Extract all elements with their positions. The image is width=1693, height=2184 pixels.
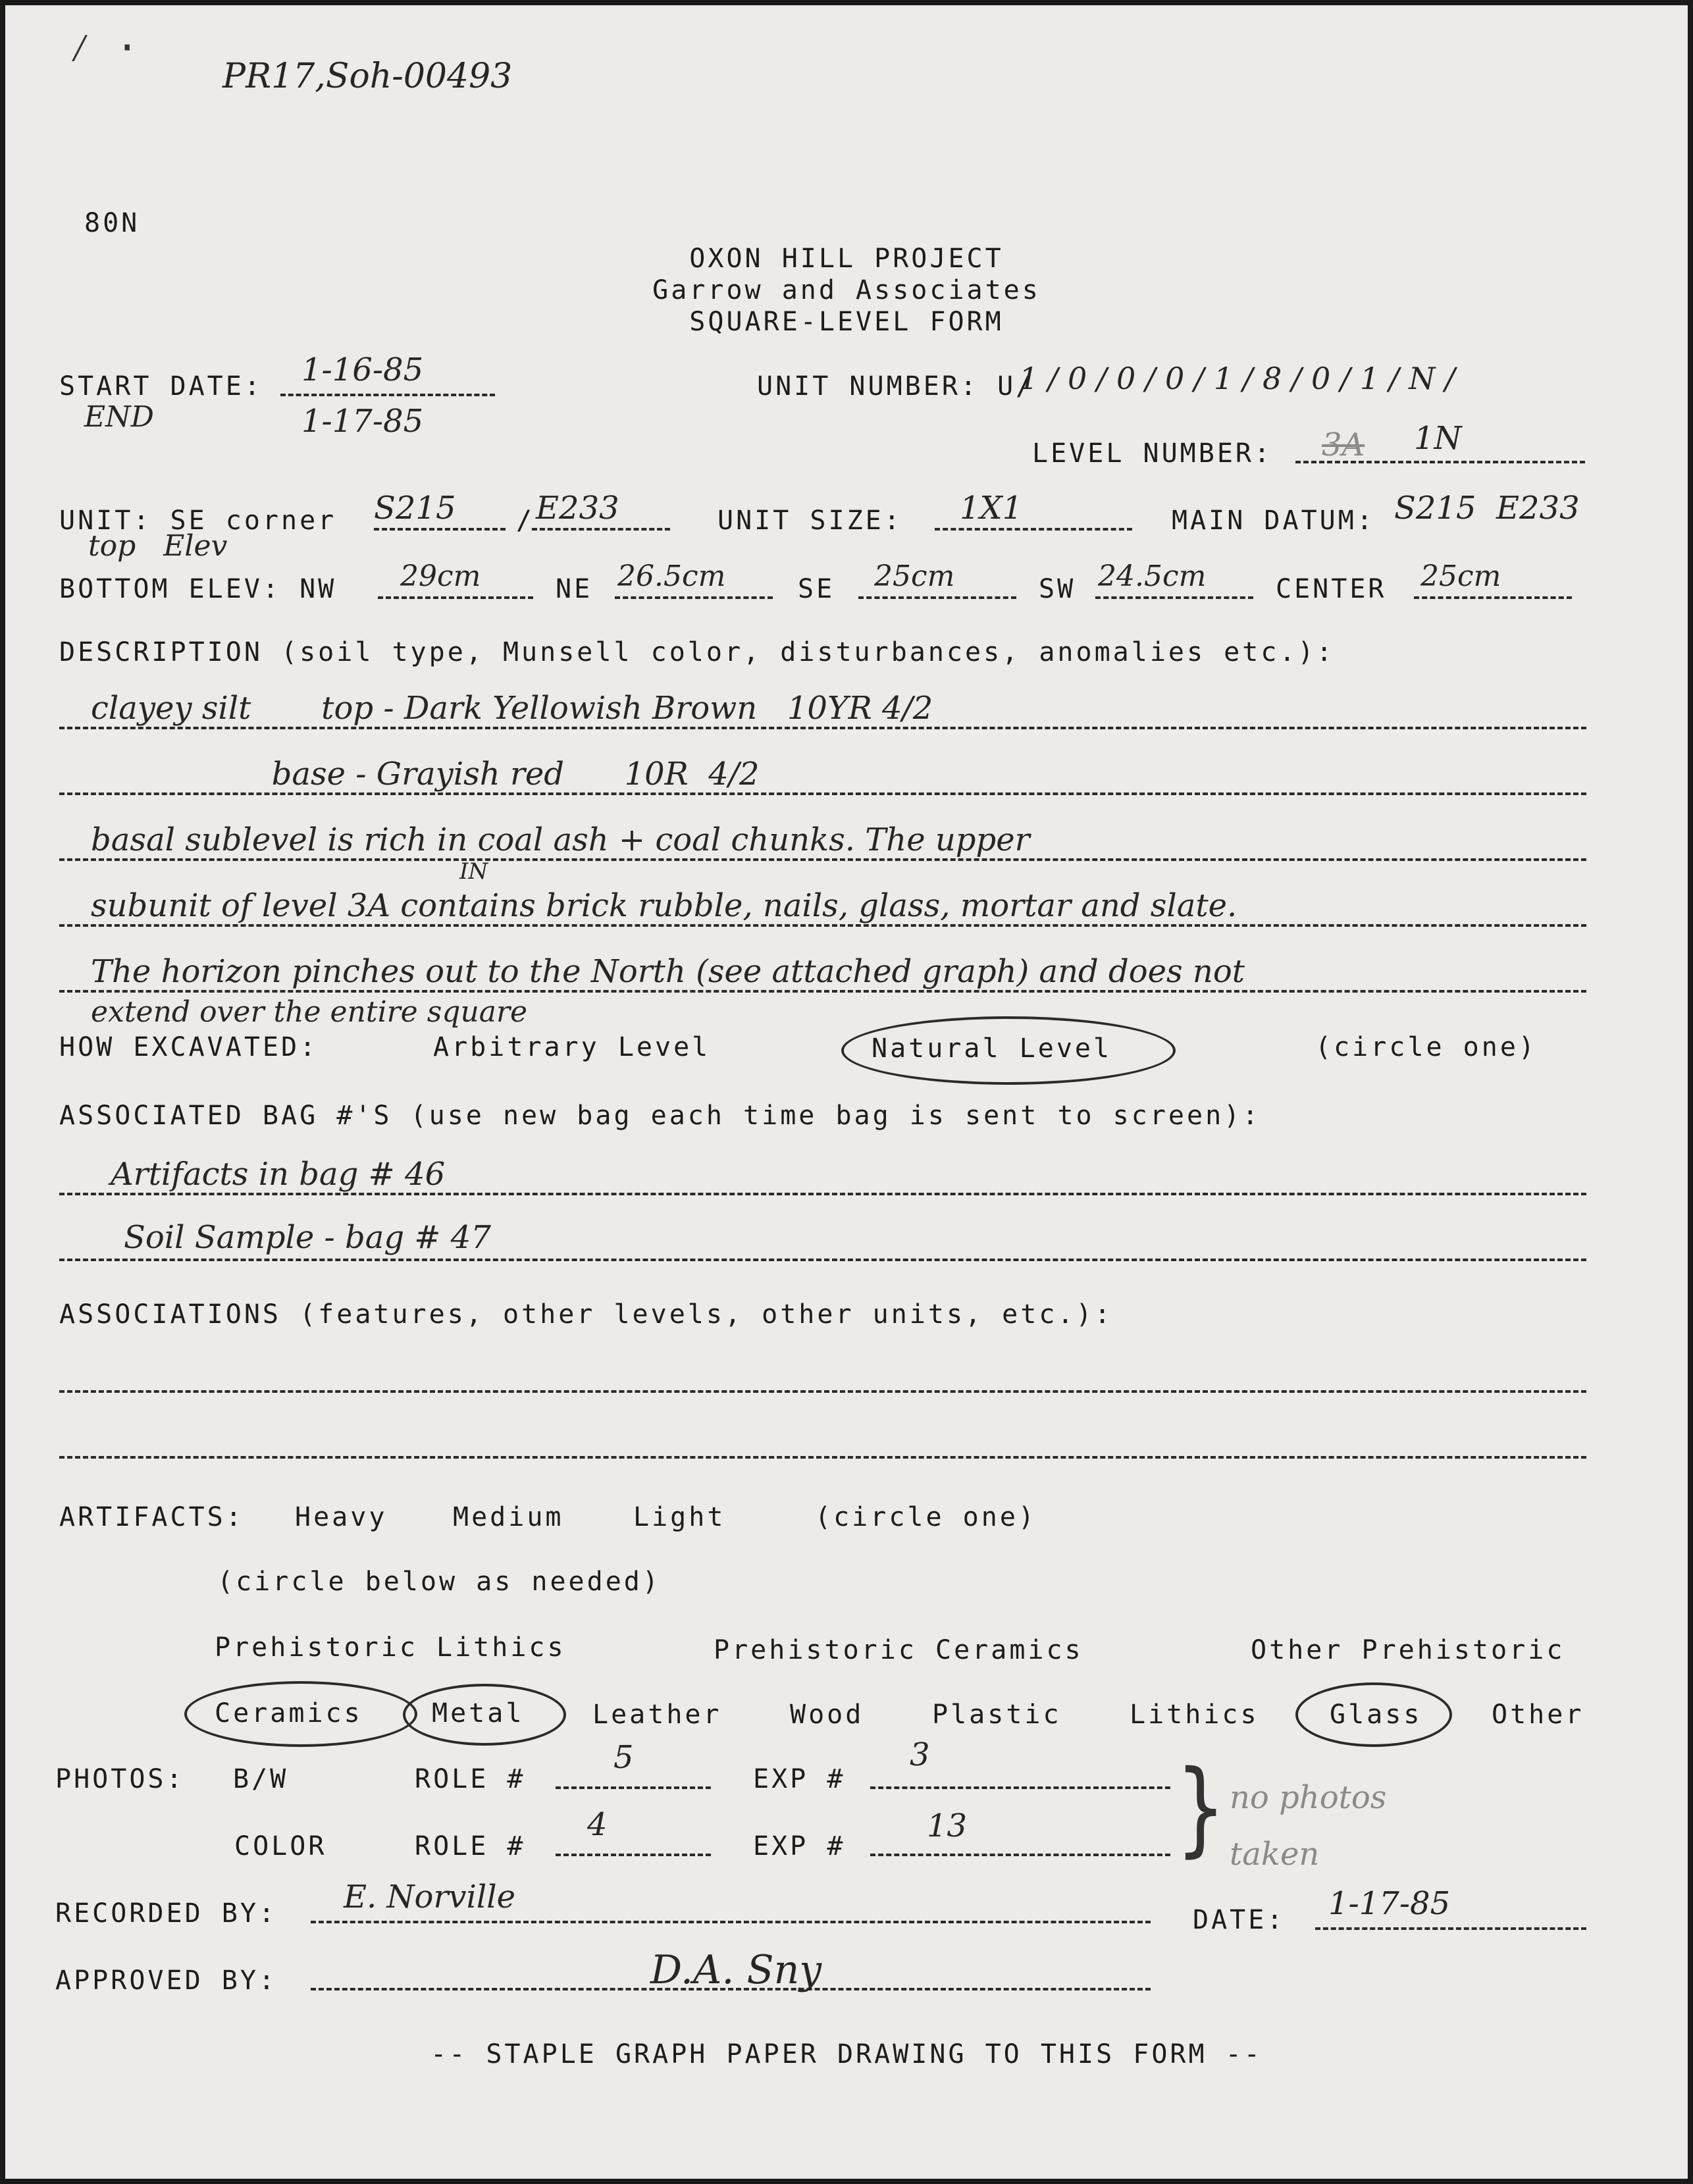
- elev-se-value: 25cm: [874, 559, 955, 593]
- level-number-label: LEVEL NUMBER:: [1032, 438, 1273, 469]
- unit-se-e: E233: [536, 490, 619, 527]
- recorded-by-value: E. Norville: [344, 1879, 515, 1915]
- bottom-elev-label: BOTTOM ELEV: NW: [59, 574, 337, 604]
- color-role-value: 4: [587, 1806, 608, 1843]
- lithics-option: Lithics: [1130, 1700, 1259, 1730]
- unit-slash: /: [516, 506, 535, 536]
- elev-nw-value: 29cm: [400, 559, 481, 593]
- main-datum-value: S215 E233: [1394, 490, 1580, 527]
- unit-size-value: 1X1: [960, 490, 1023, 527]
- approved-signature: D.A. Sny: [650, 1947, 822, 1993]
- ceramics-option: Ceramics: [215, 1698, 363, 1729]
- how-excavated-label: HOW EXCAVATED:: [59, 1032, 319, 1062]
- corner-tag: 80N: [84, 208, 140, 238]
- other-prehistoric: Other Prehistoric: [1251, 1635, 1565, 1665]
- bag-text-1: Artifacts in bag # 46: [111, 1156, 446, 1193]
- square-level-form: [5, 5, 1688, 2179]
- elev-se-label: SE: [798, 574, 835, 604]
- wood-option: Wood: [790, 1700, 864, 1730]
- excavated-circle-note: (circle one): [1315, 1032, 1537, 1062]
- desc-line-1: [59, 727, 1586, 729]
- elev-se-line: [858, 596, 1016, 599]
- plastic-option: Plastic: [932, 1700, 1062, 1730]
- recorded-by-line: [311, 1921, 1151, 1923]
- glass-option: Glass: [1330, 1700, 1422, 1730]
- unit-number-label: UNIT NUMBER: U/: [757, 371, 1035, 402]
- elev-sw-label: SW: [1039, 574, 1076, 604]
- project-title: OXON HILL PROJECT: [689, 244, 1004, 274]
- color-exp-value: 13: [927, 1807, 968, 1844]
- no-photos-note: no photos taken: [1230, 1779, 1387, 1873]
- bw-role-value: 5: [613, 1739, 634, 1776]
- circle-below-note: (circle below as needed): [217, 1567, 661, 1597]
- elev-center-line: [1414, 596, 1572, 599]
- color-label: COLOR: [234, 1831, 327, 1861]
- artifacts-light: Light: [633, 1502, 726, 1532]
- desc-line-4: [59, 924, 1586, 927]
- color-exp-line: [870, 1854, 1170, 1856]
- arbitrary-level-option: Arbitrary Level: [433, 1032, 711, 1062]
- level-number-value: 1N: [1414, 420, 1462, 457]
- natural-level-option: Natural Level: [872, 1033, 1112, 1064]
- bw-role-label: ROLE #: [415, 1764, 526, 1794]
- brace-icon: }: [1177, 1749, 1225, 1868]
- elev-center-value: 25cm: [1420, 559, 1501, 593]
- desc-line-2: [59, 793, 1586, 795]
- color-role-label: ROLE #: [415, 1831, 526, 1861]
- start-date-label: START DATE:: [59, 371, 263, 402]
- corner-scribble-icon: ⁄ ·: [68, 25, 140, 71]
- end-label: END: [84, 400, 154, 434]
- date-line: [1315, 1927, 1586, 1930]
- site-id: PR17,Soh-00493: [222, 57, 513, 96]
- unit-se-s-line: [374, 528, 506, 531]
- elev-ne-line: [615, 596, 773, 599]
- start-date-value: 1-16-85: [301, 351, 424, 388]
- bag-line-2: [59, 1259, 1586, 1261]
- bw-label: B/W: [233, 1764, 289, 1794]
- elev-ne-label: NE: [556, 574, 593, 604]
- desc-line-3: [59, 858, 1586, 861]
- footer-instruction: -- STAPLE GRAPH PAPER DRAWING TO THIS FORM --: [430, 2039, 1263, 2069]
- desc-text-4: subunit of level 3A contains brick rubble, nails, glass, mortar and slate.: [91, 887, 1237, 924]
- associations-label: ASSOCIATIONS (features, other levels, other units, etc.):: [59, 1299, 1113, 1330]
- bags-label: ASSOCIATED BAG #'S (use new bag each time bag is sent to screen):: [59, 1101, 1261, 1131]
- bw-exp-value: 3: [910, 1736, 930, 1773]
- prehistoric-ceramics: Prehistoric Ceramics: [714, 1635, 1083, 1665]
- photos-label: PHOTOS:: [55, 1764, 185, 1794]
- bw-exp-label: EXP #: [753, 1764, 846, 1794]
- bag-line-1: [59, 1193, 1586, 1195]
- unit-number-value: 1 / 0 / 0 / 0 / 1 / 8 / 0 / 1 / N /: [1019, 361, 1455, 396]
- main-datum-label: MAIN DATUM:: [1172, 506, 1375, 536]
- elev-center-label: CENTER: [1276, 574, 1387, 604]
- desc-text-3: basal sublevel is rich in coal ash + coal chunks. The upper: [91, 821, 1030, 858]
- artifacts-circle-note: (circle one): [815, 1502, 1037, 1532]
- desc-insert: IN: [459, 858, 488, 885]
- date-label: DATE:: [1193, 1905, 1286, 1935]
- artifacts-label: ARTIFACTS:: [59, 1502, 244, 1532]
- unit-label: UNIT: SE corner: [59, 506, 337, 536]
- desc-text-1: clayey silt top - Dark Yellowish Brown 10YR 4/2: [91, 690, 933, 727]
- assoc-line-2: [59, 1456, 1586, 1459]
- elev-nw-line: [378, 596, 533, 599]
- elev-ne-value: 26.5cm: [617, 559, 726, 593]
- desc-text-6: extend over the entire square: [91, 995, 528, 1029]
- date-value: 1-17-85: [1328, 1885, 1451, 1922]
- bw-exp-line: [870, 1786, 1170, 1789]
- description-label: DESCRIPTION (soil type, Munsell color, disturbances, anomalies etc.):: [59, 637, 1335, 667]
- unit-se-s: S215: [374, 490, 456, 527]
- leather-option: Leather: [592, 1700, 722, 1730]
- recorded-by-label: RECORDED BY:: [55, 1898, 277, 1929]
- metal-option: Metal: [432, 1698, 525, 1729]
- org-name: Garrow and Associates: [652, 275, 1041, 305]
- assoc-line-1: [59, 1390, 1586, 1393]
- level-number-struck: 3A: [1322, 427, 1365, 463]
- artifacts-heavy: Heavy: [295, 1502, 388, 1532]
- approved-by-label: APPROVED BY:: [55, 1965, 277, 1996]
- elev-sw-line: [1095, 596, 1253, 599]
- desc-text-2: base - Grayish red 10R 4/2: [91, 756, 760, 793]
- desc-text-5: The horizon pinches out to the North (see attached graph) and does not: [91, 953, 1245, 990]
- start-date-line: [280, 394, 495, 396]
- other-option: Other: [1492, 1700, 1584, 1730]
- top-elev-note: top Elev: [88, 529, 228, 563]
- end-date-value: 1-17-85: [301, 403, 424, 440]
- desc-line-5: [59, 990, 1586, 993]
- unit-se-e-line: [532, 528, 670, 531]
- unit-size-label: UNIT SIZE:: [717, 506, 902, 536]
- bw-role-line: [556, 1786, 711, 1789]
- color-exp-label: EXP #: [753, 1831, 846, 1861]
- bag-text-2: Soil Sample - bag # 47: [124, 1219, 491, 1256]
- prehistoric-lithics: Prehistoric Lithics: [215, 1632, 566, 1663]
- artifacts-medium: Medium: [453, 1502, 564, 1532]
- elev-sw-value: 24.5cm: [1098, 559, 1207, 593]
- color-role-line: [556, 1854, 711, 1856]
- unit-size-line: [935, 528, 1132, 531]
- form-name: SQUARE-LEVEL FORM: [689, 307, 1004, 337]
